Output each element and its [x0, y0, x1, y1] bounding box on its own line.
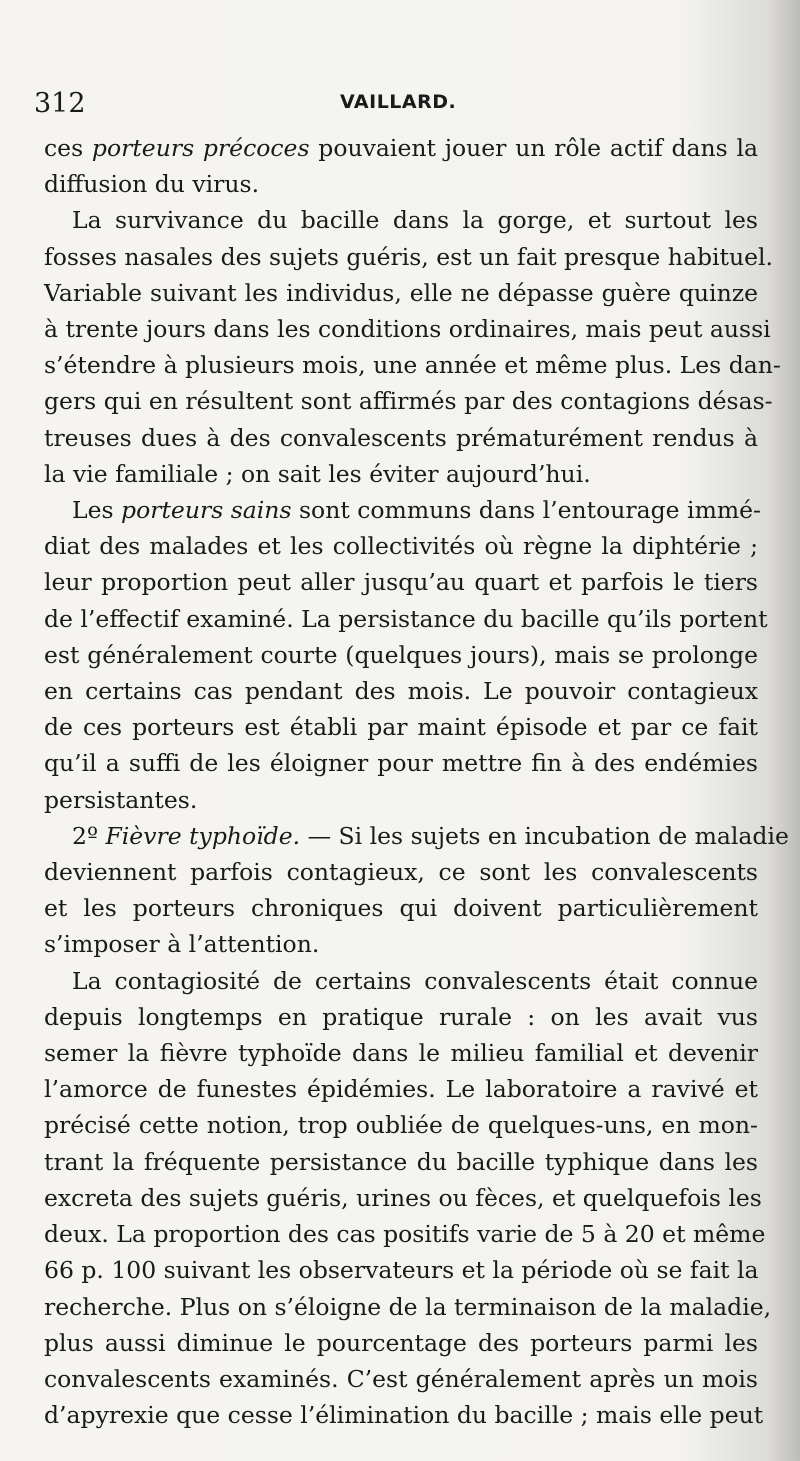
text-line: [44, 311, 771, 347]
italic-text: porteurs précoces: [91, 134, 310, 162]
text-segment: convalescents examinés. C’est généralement après un mois: [44, 1364, 758, 1393]
body-text: [44, 130, 789, 1433]
text-line: [44, 709, 758, 745]
text-segment: et les porteurs chroniques qui doivent particulièrement: [44, 894, 758, 923]
text-segment: fosses nasales des sujets guéris, est un fait presque habituel.: [44, 242, 773, 271]
text-line: [44, 456, 758, 492]
text-segment: La survivance du bacille dans la gorge, et surtout les: [72, 206, 758, 235]
text-line: [44, 745, 758, 781]
text-segment: ces: [44, 134, 92, 162]
text-line: [44, 1397, 764, 1433]
running-title: VAILLARD.: [340, 91, 457, 113]
text-line: [44, 1180, 762, 1216]
text-segment: leur proportion peut aller jusqu’au quart et parfois le tiers: [44, 568, 758, 597]
text-segment: — Si les sujets en incubation de maladie: [300, 821, 789, 850]
text-segment: Les: [72, 496, 122, 525]
italic-text: Fièvre typhoïde.: [105, 821, 301, 850]
text-segment: précisé cette notion, trop oubliée de quelques-uns, en mon-: [44, 1111, 758, 1140]
text-segment: 66 p. 100 suivant les observateurs et la période où se fait la: [44, 1256, 759, 1285]
text-segment: 2º: [72, 821, 106, 850]
text-segment: s’étendre à plusieurs mois, une année et même plus. Les dan-: [44, 351, 781, 380]
text-segment: est généralement courte (quelques jours), mais se prolonge: [44, 640, 758, 669]
text-segment: deux. La proportion des cas positifs varie de 5 à 20 et même: [44, 1220, 766, 1249]
text-line: [44, 383, 773, 419]
text-line: [44, 637, 758, 673]
text-line: [44, 926, 758, 962]
text-line: [44, 673, 758, 709]
text-line: [44, 1107, 758, 1143]
text-line: [44, 1071, 758, 1107]
text-segment: persistantes.: [44, 785, 198, 814]
text-segment: treuses dues à des convalescents prématurément rendus à: [44, 423, 758, 452]
text-segment: pouvaient jouer un rôle actif dans la: [309, 134, 759, 162]
text-segment: en certains cas pendant des mois. Le pouvoir contagieux: [44, 677, 758, 706]
text-line: [44, 239, 773, 275]
text-line: [44, 130, 758, 166]
text-line: [44, 166, 758, 202]
page-number: 312: [34, 88, 86, 119]
text-segment: semer la fièvre typhoïde dans le milieu familial et devenir: [44, 1039, 758, 1068]
text-segment: depuis longtemps en pratique rurale : on les avait vus: [44, 1002, 758, 1031]
text-line: [44, 963, 758, 999]
text-segment: sont communs dans l’entourage immé-: [291, 496, 761, 525]
text-segment: diat des malades et les collectivités où règne la diphtérie ;: [44, 532, 758, 561]
text-line: [44, 782, 758, 818]
text-segment: la vie familiale ; on sait les éviter aujourd’hui.: [44, 459, 591, 488]
text-line: [44, 1252, 758, 1288]
running-head: [34, 88, 764, 128]
text-line: [44, 528, 758, 564]
text-segment: diffusion du virus.: [44, 170, 260, 199]
text-line: [44, 1325, 758, 1361]
text-segment: qu’il a suffi de les éloigner pour mettre fin à des endémies: [44, 749, 758, 778]
text-line: [44, 347, 781, 383]
text-segment: de l’effectif examiné. La persistance du bacille qu’ils portent: [44, 604, 768, 633]
text-segment: La contagiosité de certains convalescents était connue: [72, 966, 758, 995]
text-segment: plus aussi diminue le pourcentage des porteurs parmi les: [44, 1328, 758, 1357]
text-line: [44, 1144, 758, 1180]
text-segment: à trente jours dans les conditions ordinaires, mais peut aussi: [44, 315, 771, 344]
text-line: [44, 999, 758, 1035]
text-line: [44, 854, 758, 890]
text-line: [44, 492, 761, 528]
text-segment: s’imposer à l’attention.: [44, 930, 320, 959]
text-segment: d’apyrexie que cesse l’élimination du bacille ; mais elle peut: [44, 1401, 764, 1430]
text-line: [44, 1035, 758, 1071]
text-segment: excreta des sujets guéris, urines ou fèces, et quelquefois les: [44, 1183, 762, 1212]
text-line: [44, 420, 758, 456]
text-segment: l’amorce de funestes épidémies. Le laboratoire a ravivé et: [44, 1075, 758, 1104]
text-line: [44, 1216, 766, 1252]
text-line: [44, 202, 758, 238]
text-line: [44, 818, 789, 854]
text-line: [44, 1289, 772, 1325]
text-segment: deviennent parfois contagieux, ce sont les convalescents: [44, 858, 758, 887]
text-segment: recherche. Plus on s’éloigne de la terminaison de la maladie,: [44, 1292, 772, 1321]
text-line: [44, 1361, 758, 1397]
text-line: [44, 601, 768, 637]
text-line: [44, 275, 758, 311]
text-segment: trant la fréquente persistance du bacille typhique dans les: [44, 1147, 758, 1176]
text-line: [44, 890, 758, 926]
text-line: [44, 564, 758, 600]
text-segment: Variable suivant les individus, elle ne dépasse guère quinze: [44, 278, 758, 307]
text-segment: de ces porteurs est établi par maint épisode et par ce fait: [44, 713, 758, 742]
text-segment: gers qui en résultent sont affirmés par des contagions désas-: [44, 387, 773, 416]
italic-text: porteurs sains: [121, 496, 292, 525]
